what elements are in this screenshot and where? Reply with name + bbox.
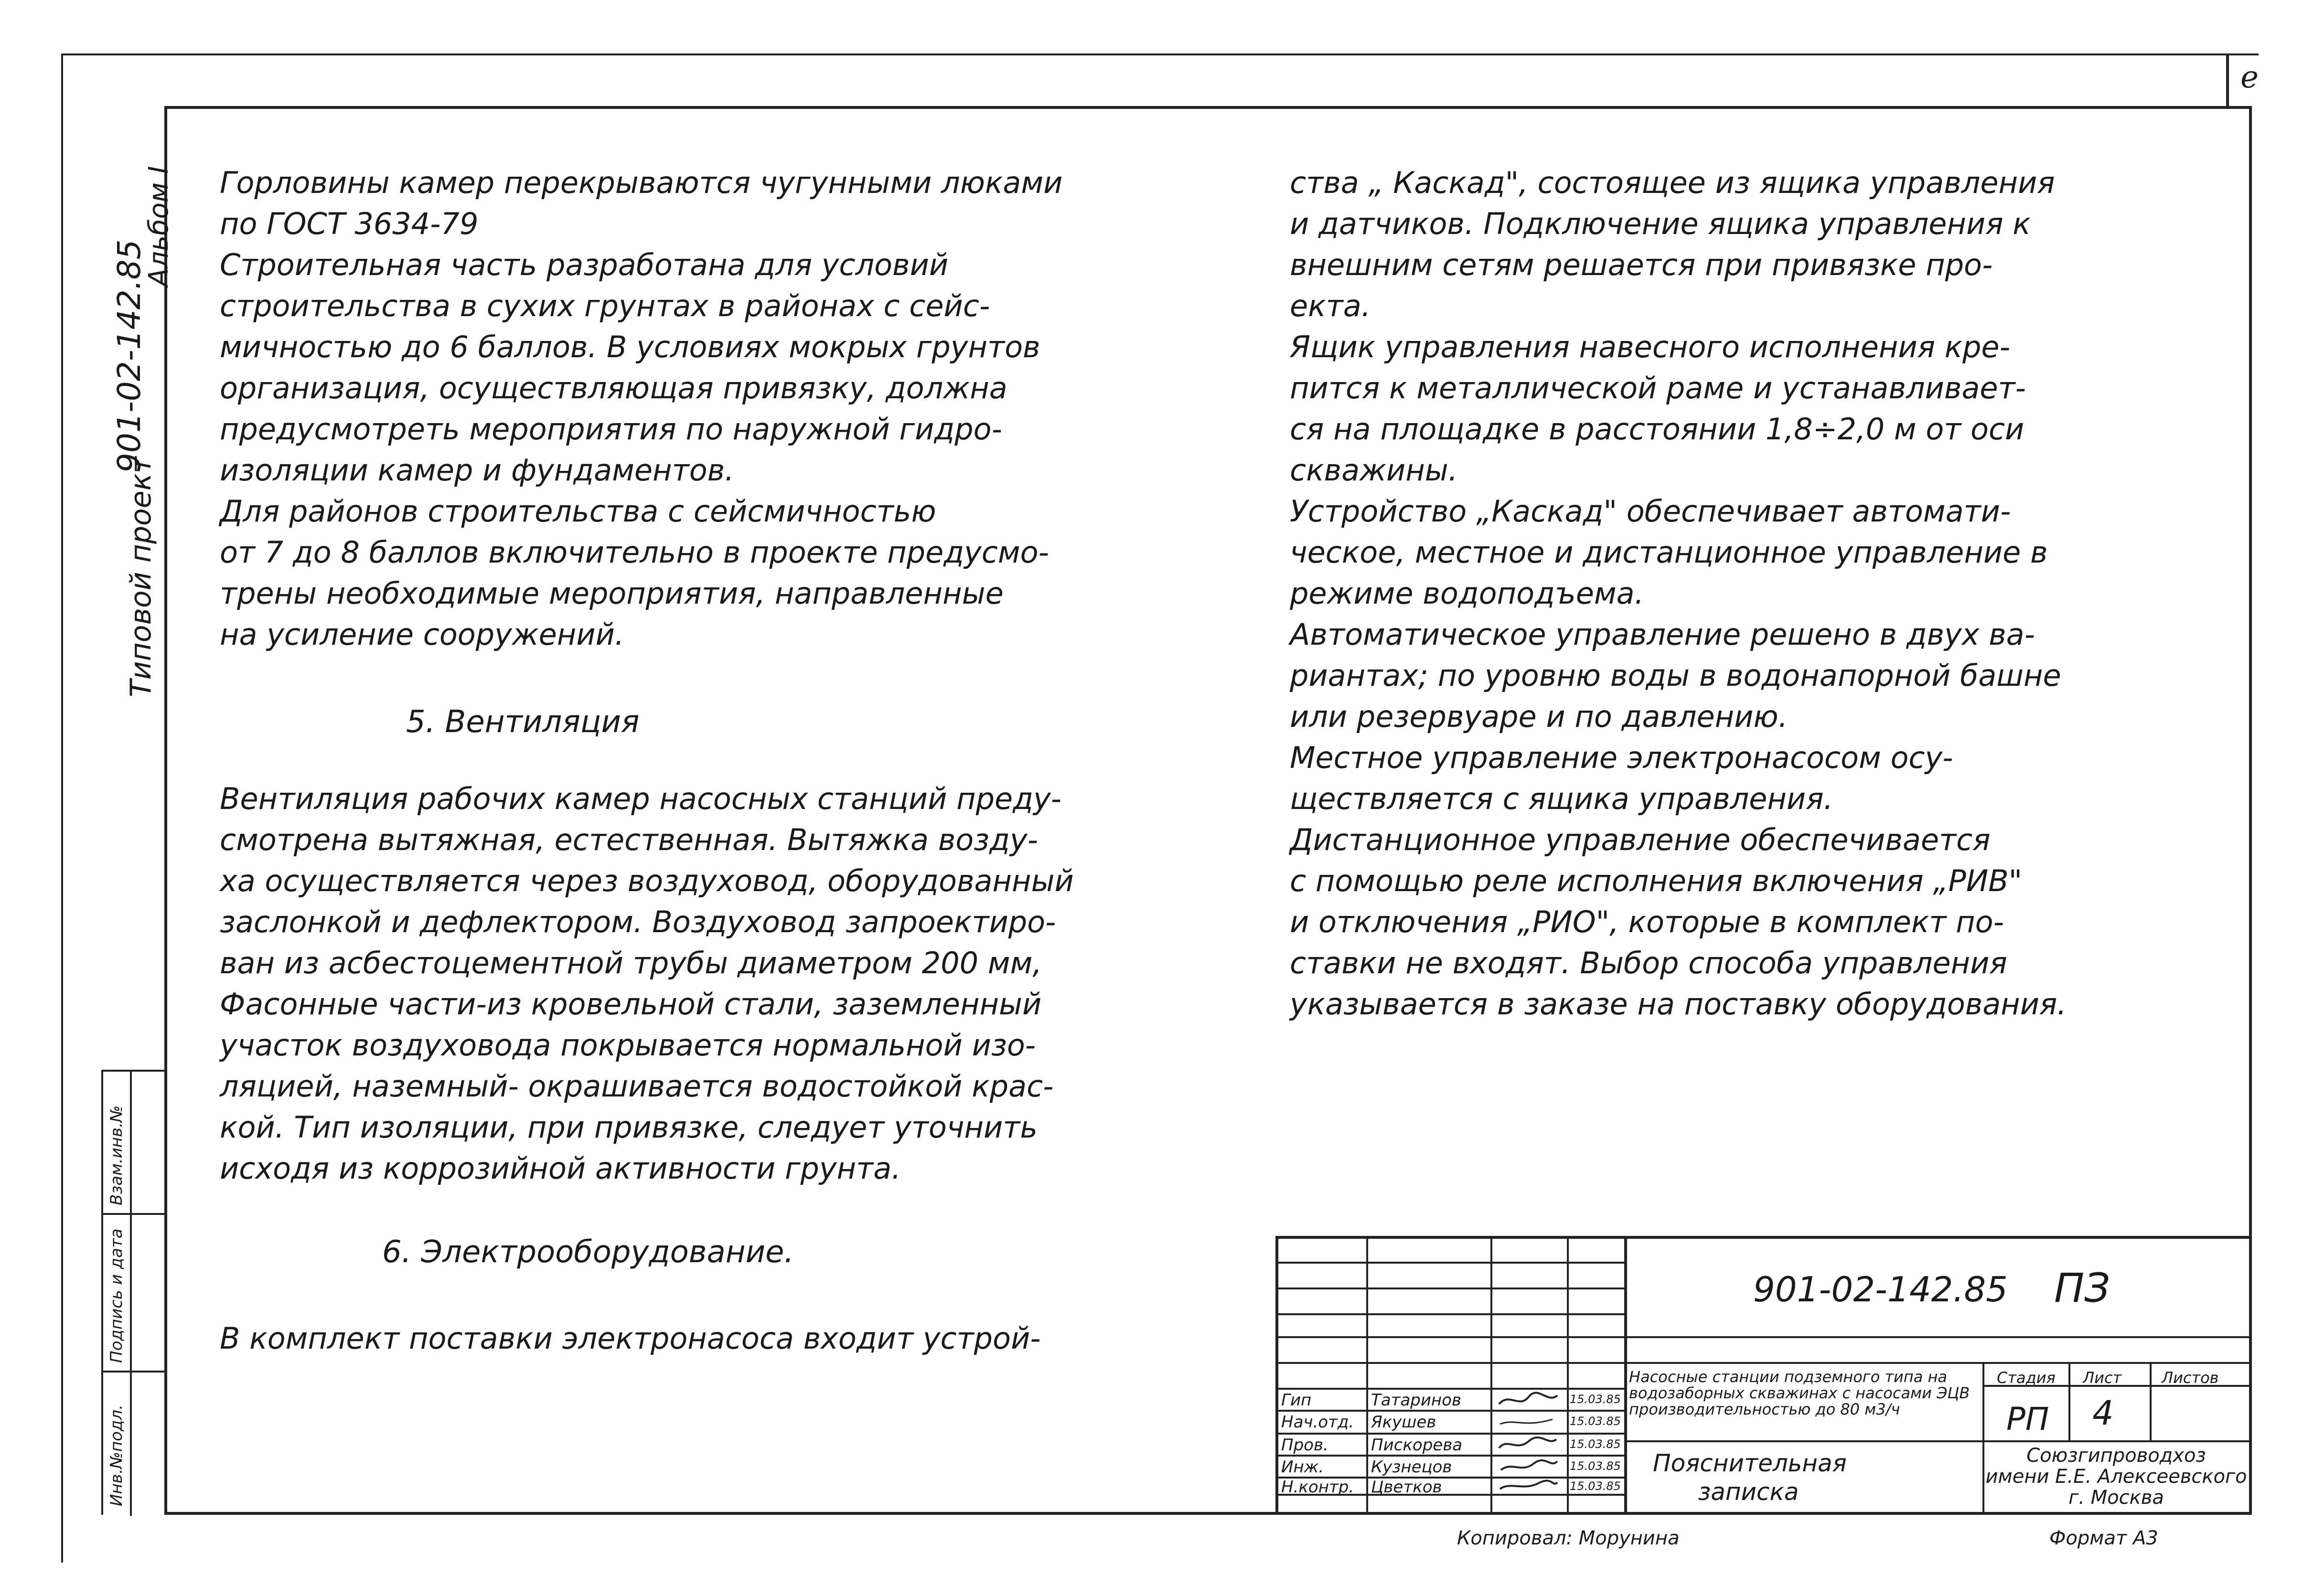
signer-name: Цветков xyxy=(1371,1478,1442,1497)
signer-role: Пров. xyxy=(1281,1436,1328,1455)
signer-role: Н.контр. xyxy=(1281,1478,1354,1497)
text-line: и отключения „РИО", которые в комплект по- xyxy=(1290,904,2004,939)
text-line: изоляции камер и фундаментов. xyxy=(220,453,734,488)
footer-copied-by: Копировал: Морунина xyxy=(1457,1527,1680,1549)
text-line: с помощью реле исполнения включения „РИВ" xyxy=(1290,863,2023,898)
text-line: или резервуаре и по давлению. xyxy=(1290,699,1788,734)
text-line: ся на площадке в расстоянии 1,8÷2,0 м от оси xyxy=(1290,412,2025,447)
footer-format: Формат А3 xyxy=(2049,1527,2158,1549)
section-heading-ventilation: 5. Вентиляция xyxy=(406,704,640,740)
signer-name: Пискорева xyxy=(1371,1436,1463,1455)
text-line: Строительная часть разработана для условий xyxy=(220,247,949,282)
stage-value: РП xyxy=(2006,1401,2049,1437)
text-line: екта. xyxy=(1290,288,1371,323)
title-block-document-name xyxy=(1653,1449,1847,1506)
organization-line: г. Москва xyxy=(2068,1487,2164,1509)
side-project-label: Типовой проект xyxy=(124,457,158,697)
outer-frame-top xyxy=(61,53,2259,55)
title-block-code: 901-02-142.85 xyxy=(1753,1269,2008,1309)
side-project-code: 901-02-142.85 xyxy=(111,239,148,473)
section-heading-electrical: 6. Электрооборудование. xyxy=(382,1234,794,1270)
text-line: участок воздуховода покрывается нормальной изо- xyxy=(220,1028,1036,1063)
signer-date: 15.03.85 xyxy=(1570,1479,1621,1493)
signer-name: Татаринов xyxy=(1371,1391,1461,1410)
stamp-cell-inventory xyxy=(103,1373,164,1516)
text-line: пится к металлической раме и устанавливает- xyxy=(1290,371,2026,405)
stamp-label-inventory: Инв.№подл. xyxy=(107,1404,126,1506)
signer-date: 15.03.85 xyxy=(1570,1437,1621,1451)
stamp-column xyxy=(101,1070,164,1515)
document-name-line: Пояснительная xyxy=(1653,1449,1847,1477)
sheet-mark-divider xyxy=(2226,55,2229,108)
signer-date: 15.03.85 xyxy=(1570,1393,1621,1406)
text-line: по ГОСТ 3634-79 xyxy=(220,206,479,241)
text-line: указывается в заказе на поставку оборудования. xyxy=(1290,987,2067,1021)
right-text-column xyxy=(1290,162,2067,1025)
text-line: ства „ Каскад", состоящее из ящика управления xyxy=(1290,165,2055,200)
side-album-label: Альбом I xyxy=(143,166,174,287)
title-block-sheet-code: ПЗ xyxy=(2054,1265,2110,1311)
signer-role: Гип xyxy=(1281,1391,1312,1410)
sheet-value: 4 xyxy=(2092,1394,2114,1433)
text-line: от 7 до 8 баллов включительно в проекте предусмо- xyxy=(220,535,1049,570)
text-line: Устройство „Каскад" обеспечивает автомати- xyxy=(1290,494,2011,529)
stamp-cell-signature xyxy=(103,1215,164,1373)
text-line: ляцией, наземный- окрашивается водостойкой крас- xyxy=(220,1069,1054,1104)
signer-name: Якушев xyxy=(1371,1413,1436,1432)
signer-name: Кузнецов xyxy=(1371,1458,1452,1477)
left-text-column xyxy=(220,162,1062,655)
outer-frame-left xyxy=(61,53,63,1563)
title-block-description: Насосные станции подземного типа на водозаборных скважинах с насосами ЭЦВ производительностью до 80 м3/ч xyxy=(1629,1368,1970,1418)
text-line: Фасонные части-из кровельной стали, заземленный xyxy=(220,987,1042,1021)
organization-line: Союзгипроводхоз xyxy=(2026,1445,2206,1467)
signatures-graphic xyxy=(1495,1390,1562,1495)
text-line: Дистанционное управление обеспечивается xyxy=(1290,822,1991,857)
organization xyxy=(1982,1445,2250,1508)
text-line: мичностью до 6 баллов. В условиях мокрых грунтов xyxy=(220,330,1040,364)
ventilation-text xyxy=(220,778,1074,1189)
header-stage: Стадия xyxy=(1997,1369,2056,1387)
text-line: риантах; по уровню воды в водонапорной башне xyxy=(1290,658,2061,693)
stamp-label-replacement: Взам.инв.№ xyxy=(107,1105,126,1205)
header-sheet: Лист xyxy=(2083,1369,2122,1387)
text-line: В комплект поставки электронасоса входит устрой- xyxy=(220,1321,1041,1356)
text-line: режиме водоподъема. xyxy=(1290,576,1644,611)
signer-role: Нач.отд. xyxy=(1281,1413,1354,1432)
text-line: ставки не входят. Выбор способа управления xyxy=(1290,946,2007,980)
text-line: и датчиков. Подключение ящика управления к xyxy=(1290,206,2031,241)
stamp-label-signature: Подпись и дата xyxy=(107,1228,126,1363)
stamp-cell-replacement xyxy=(103,1072,164,1215)
text-line: предусмотреть мероприятия по наружной гидро- xyxy=(220,412,1002,447)
text-line: Для районов строительства с сейсмичностью xyxy=(220,494,936,529)
text-line: Автоматическое управление решено в двух ва- xyxy=(1290,617,2035,652)
text-line: трены необходимые мероприятия, направленные xyxy=(220,576,1004,611)
signer-date: 15.03.85 xyxy=(1570,1415,1621,1428)
signer-role: Инж. xyxy=(1281,1458,1324,1477)
text-line: Местное управление электронасосом осу- xyxy=(1290,740,1953,775)
text-line: исходя из коррозийной активности грунта. xyxy=(220,1151,901,1186)
sheet-mark: е xyxy=(2240,60,2259,95)
text-line: кой. Тип изоляции, при привязке, следует уточнить xyxy=(220,1110,1038,1145)
text-line: ществляется с ящика управления. xyxy=(1290,781,1833,816)
text-line: внешним сетям решается при привязке про- xyxy=(1290,247,1993,282)
text-line: ческое, местное и дистанционное управление в xyxy=(1290,535,2048,570)
text-line: скважины. xyxy=(1290,453,1458,488)
text-line: организация, осуществляющая привязку, должна xyxy=(220,371,1007,405)
signer-date: 15.03.85 xyxy=(1570,1459,1621,1473)
text-line: Горловины камер перекрываются чугунными люками xyxy=(220,165,1063,200)
electrical-text xyxy=(220,1318,1041,1359)
text-line: Вентиляция рабочих камер насосных станций преду- xyxy=(220,781,1062,816)
header-sheets: Листов xyxy=(2162,1369,2219,1387)
organization-line: имени Е.Е. Алексеевского xyxy=(1985,1466,2247,1488)
document-name-line: записка xyxy=(1698,1478,1799,1506)
title-block xyxy=(1275,1236,2252,1515)
text-line: ха осуществляется через воздуховод, оборудованный xyxy=(220,863,1074,898)
text-line: смотрена вытяжная, естественная. Вытяжка возду- xyxy=(220,822,1039,857)
text-line: ван из асбестоцементной трубы диаметром 200 мм, xyxy=(220,946,1042,980)
text-line: строительства в сухих грунтах в районах с сейс- xyxy=(220,288,990,323)
text-line: заслонкой и дефлектором. Воздуховод запроектиро- xyxy=(220,904,1056,939)
text-line: Ящик управления навесного исполнения кре- xyxy=(1290,330,2010,364)
text-line: на усиление сооружений. xyxy=(220,617,624,652)
